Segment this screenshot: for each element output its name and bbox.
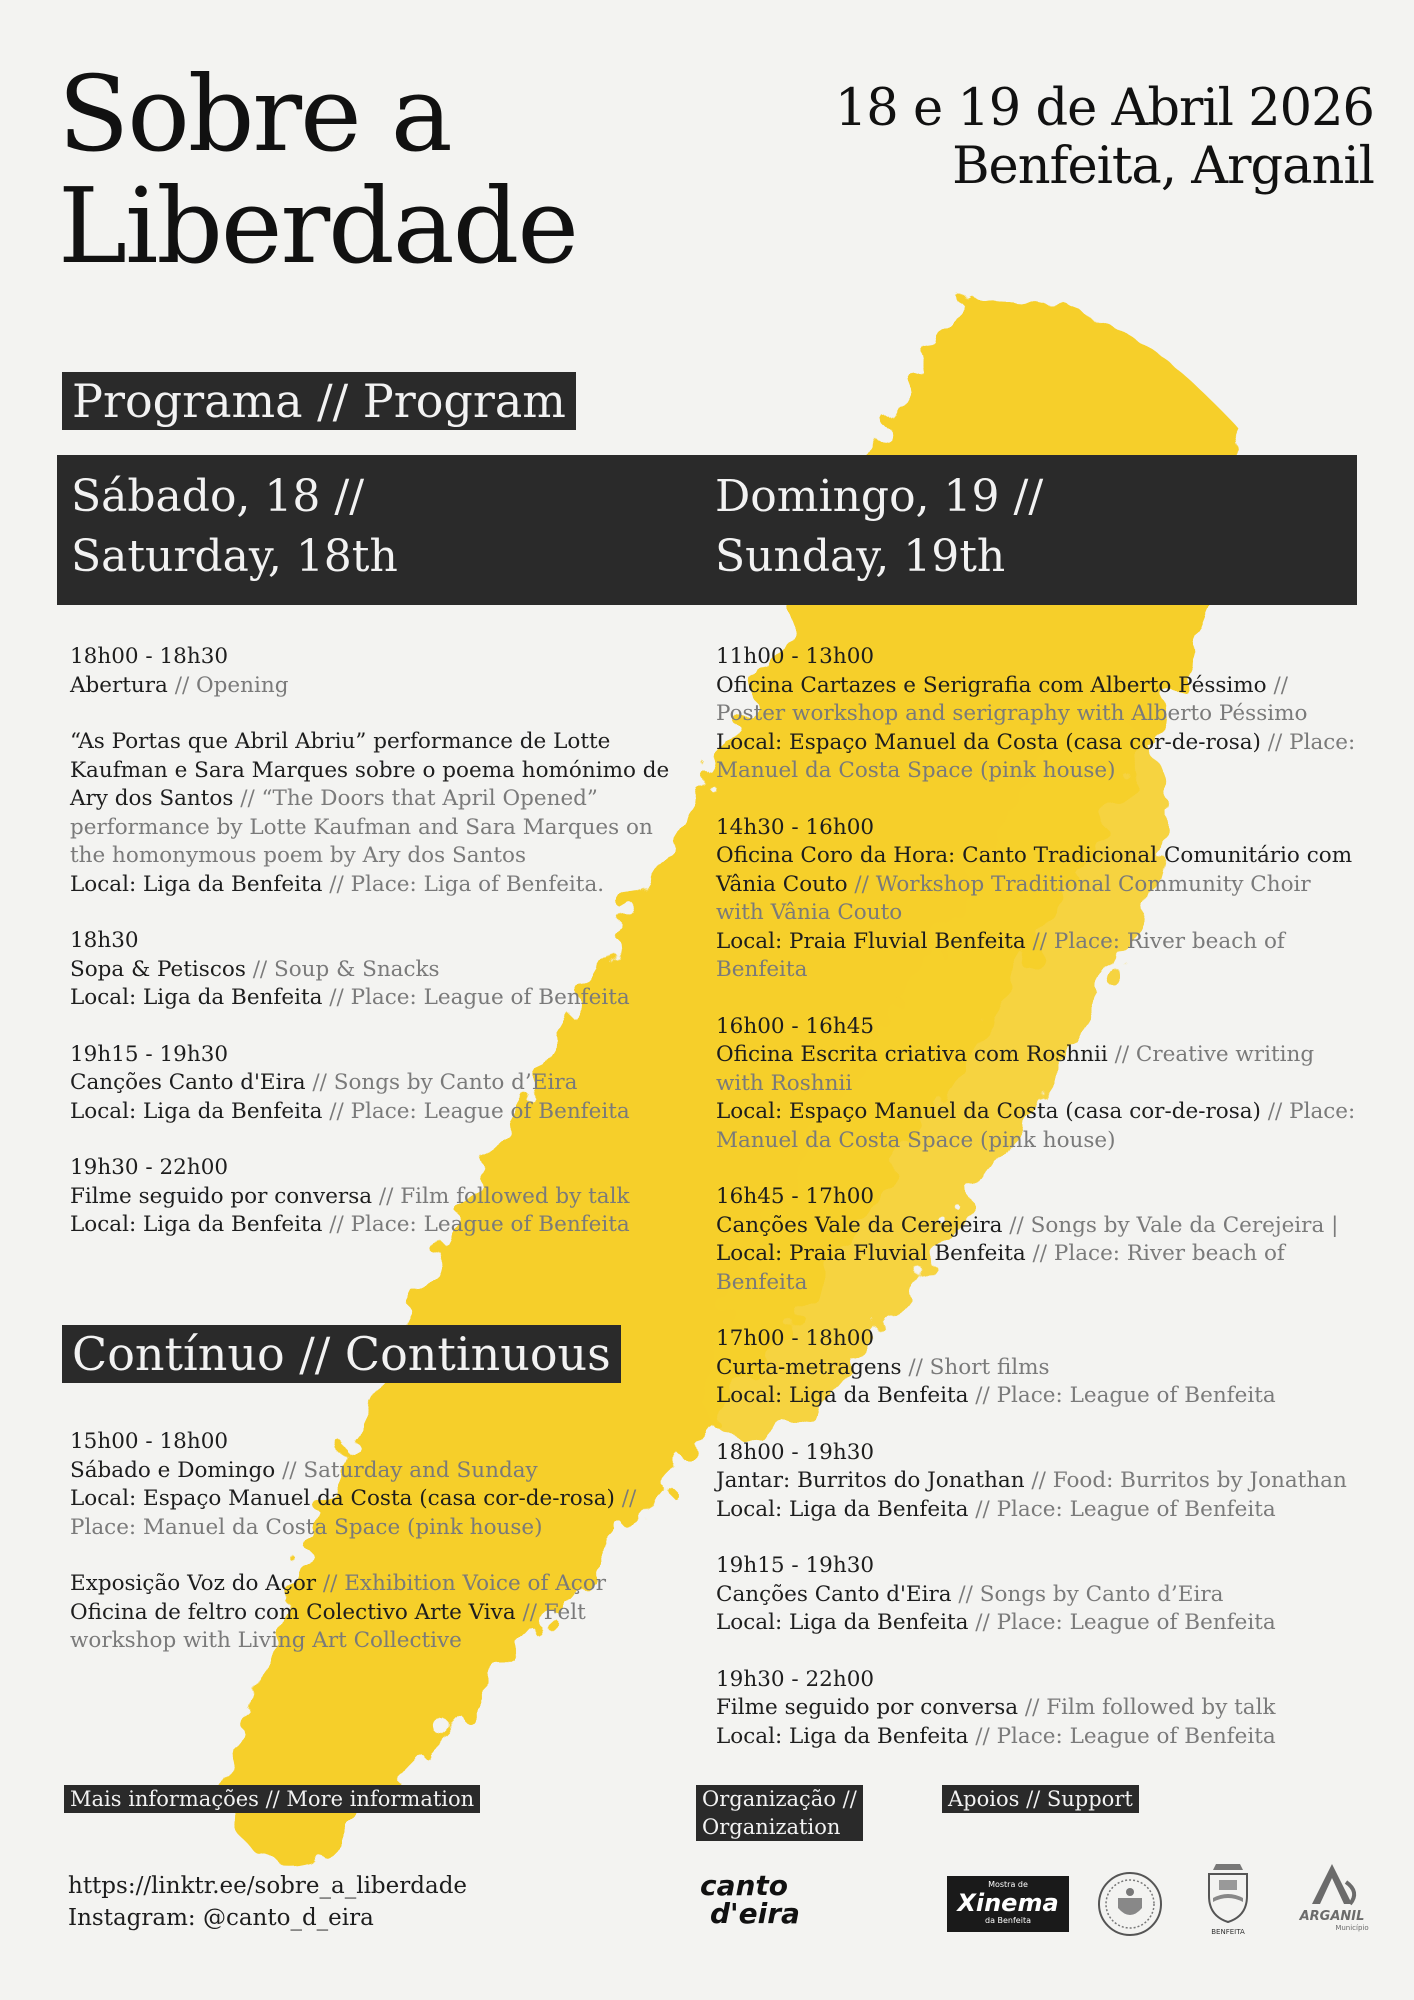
event-text-pt: Local: Liga da Benfeita xyxy=(716,1610,976,1635)
event-text-en: // Place: Liga of Benfeita. xyxy=(329,871,605,897)
continuous-label: Contínuo // Continuous xyxy=(62,1325,621,1383)
event-line xyxy=(716,672,1356,729)
event-text-pt: Canções Vale da Cerejeira xyxy=(716,1212,1010,1238)
event-line xyxy=(70,871,682,900)
event-text-pt: Jantar: Burritos do Jonathan xyxy=(716,1468,1032,1493)
organization-label xyxy=(696,1785,863,1841)
event-time: 15h00 - 18h00 xyxy=(70,1429,229,1454)
day-header-bar xyxy=(57,455,1357,605)
event-text-pt: Local: Praia Fluvial Benfeita xyxy=(716,1241,1033,1266)
xinema-logo-top: Mostra de xyxy=(988,1880,1028,1889)
event-text-en: // Saturday and Sunday xyxy=(282,1457,538,1483)
event-line xyxy=(716,1694,1356,1723)
event-text-en: // Poster workshop and serigraphy with Alberto Péssimo xyxy=(716,672,1308,726)
canto-logo-line1: canto xyxy=(700,1869,789,1902)
schedule-event xyxy=(716,1325,1356,1411)
benfeita-crest-icon xyxy=(1203,1862,1253,1924)
benfeita-logo-text: BENFEITA xyxy=(1211,1928,1245,1936)
event-text-en: // Film followed by talk xyxy=(1024,1695,1276,1720)
poster-title xyxy=(58,53,577,287)
event-line xyxy=(716,1240,1356,1297)
event-time: 19h15 - 19h30 xyxy=(716,1553,875,1578)
schedule-event xyxy=(716,643,1356,786)
event-text-pt: Sábado e Domingo xyxy=(70,1457,283,1483)
event-line xyxy=(70,1485,660,1542)
schedule-event xyxy=(716,1666,1356,1752)
event-text-pt: Filme seguido por conversa xyxy=(70,1183,379,1209)
program-label: Programa // Program xyxy=(62,372,576,430)
event-date: 18 e 19 de Abril 2026 xyxy=(834,79,1374,138)
event-text-en: // Place: League of Benfeita xyxy=(329,985,630,1010)
event-time: 16h00 - 16h45 xyxy=(716,1013,875,1039)
event-line xyxy=(70,1570,660,1599)
event-text-en: // Opening xyxy=(174,672,289,698)
schedule-event xyxy=(70,643,682,700)
event-line xyxy=(716,928,1356,985)
event-text-en: // Place: League of Benfeita xyxy=(975,1723,1276,1749)
event-line xyxy=(716,1581,1356,1610)
event-text-pt: Oficina Coro da Hora: Canto Tradicional Comunitário com Vânia Couto xyxy=(716,843,1353,897)
event-text-en: // Felt workshop with Living Art Collective xyxy=(70,1599,586,1653)
schedule-event xyxy=(70,927,682,1013)
event-time: 19h30 - 22h00 xyxy=(70,1155,229,1180)
event-text-pt: “As Portas que Abril Abriu” performance de Lotte Kaufman e Sara Marques sobre o poema homónimo de Ary dos Santos xyxy=(70,729,670,811)
arganil-logo-sub: Município xyxy=(1335,1924,1369,1932)
event-time: 16h45 - 17h00 xyxy=(716,1184,875,1209)
event-time: 17h00 - 18h00 xyxy=(716,1326,875,1351)
event-text-en: // Place: Manuel da Costa Space (pink house) xyxy=(716,729,1356,783)
xinema-logo-bottom: da Benfeita xyxy=(984,1916,1031,1925)
more-info-links xyxy=(68,1870,467,1934)
event-text-pt: Sopa & Petiscos xyxy=(70,956,253,982)
sunday-header-en: Sunday, 19th xyxy=(715,531,1006,582)
schedule-event xyxy=(70,1154,682,1240)
event-line xyxy=(70,1098,682,1127)
event-text-en: // Place: League of Benfeita xyxy=(329,1098,630,1124)
event-text-en: // Food: Burritos by Jonathan xyxy=(1031,1468,1347,1493)
event-time: 19h15 - 19h30 xyxy=(70,1041,229,1067)
sunday-header-pt: Domingo, 19 // xyxy=(715,471,1044,522)
event-text-pt: Local: Espaço Manuel da Costa (casa cor-de-rosa) xyxy=(716,1099,1268,1124)
event-text-en: // Place: League of Benfeita xyxy=(329,1212,630,1237)
xinema-logo-name: Xinema xyxy=(957,1889,1059,1917)
seal-emblem-icon xyxy=(1096,1870,1164,1938)
saturday-header xyxy=(71,467,398,587)
event-line xyxy=(716,1382,1356,1411)
schedule-event xyxy=(70,1570,660,1656)
event-text-en: // Short films xyxy=(908,1354,1050,1380)
organization-label-en: Organization xyxy=(702,1815,841,1839)
event-time: 14h30 - 16h00 xyxy=(716,814,875,840)
instagram-handle[interactable]: Instagram: @canto_d_eira xyxy=(68,1905,374,1931)
event-text-en: // Place: League of Benfeita xyxy=(975,1383,1276,1408)
event-text-en: // Film followed by talk xyxy=(378,1183,630,1209)
event-line xyxy=(716,1496,1356,1525)
event-line xyxy=(70,956,682,985)
organization-label-pt: Organização // xyxy=(702,1787,857,1811)
event-line xyxy=(70,672,682,701)
event-line xyxy=(70,1599,660,1656)
event-text-pt: Local: Espaço Manuel da Costa (casa cor-de-rosa) xyxy=(70,1486,622,1511)
event-time: 11h00 - 13h00 xyxy=(716,644,875,669)
event-text-en: // Place: League of Benfeita xyxy=(975,1496,1276,1522)
event-time: 18h00 - 18h30 xyxy=(70,644,229,669)
event-text-pt: Canções Canto d'Eira xyxy=(70,1070,313,1095)
event-text-en: // Creative writing with Roshnii xyxy=(716,1042,1315,1096)
event-time: 18h30 xyxy=(70,928,139,953)
more-info-label: Mais informações // More information xyxy=(64,1785,480,1813)
schedule-event xyxy=(716,1552,1356,1638)
event-text-pt: Local: Praia Fluvial Benfeita xyxy=(716,928,1033,954)
event-line xyxy=(716,1041,1356,1098)
schedule-event xyxy=(716,814,1356,985)
event-line xyxy=(70,1183,682,1212)
arganil-logo xyxy=(1286,1862,1378,1932)
event-text-pt: Local: Liga da Benfeita xyxy=(70,1098,330,1124)
event-text-pt: Canções Canto d'Eira xyxy=(716,1581,959,1607)
event-text-en: // Soup & Snacks xyxy=(252,956,440,982)
event-line xyxy=(70,1211,682,1240)
benfeita-crest-logo xyxy=(1196,1862,1260,1936)
sunday-schedule xyxy=(716,643,1356,1779)
schedule-event xyxy=(70,1041,682,1127)
event-line xyxy=(716,1467,1356,1496)
title-line-2: Liberdade xyxy=(58,165,577,287)
event-line xyxy=(716,1098,1356,1155)
event-text-en: // Place: River beach of Benfeita xyxy=(716,928,1285,982)
event-text-en: // Songs by Vale da Cerejeira | xyxy=(1009,1212,1339,1238)
event-text-en: // Place: League of Benfeita xyxy=(975,1610,1276,1635)
event-line xyxy=(716,1723,1356,1752)
support-label: Apoios // Support xyxy=(942,1785,1139,1813)
event-text-en: // Exhibition Voice of Açor xyxy=(322,1571,607,1596)
event-text-pt: Oficina Escrita criativa com Roshnii xyxy=(716,1042,1115,1067)
event-text-pt: Local: Liga da Benfeita xyxy=(70,871,330,897)
event-line xyxy=(716,842,1356,928)
event-text-pt: Exposição Voz do Açor xyxy=(70,1571,323,1596)
canto-deira-logo xyxy=(700,1869,800,1930)
event-line xyxy=(70,728,682,871)
linktree-link[interactable]: https://linktr.ee/sobre_a_liberdade xyxy=(68,1873,468,1899)
event-line xyxy=(716,729,1356,786)
title-line-1: Sobre a xyxy=(58,53,451,175)
continuous-schedule xyxy=(70,1428,660,1684)
event-text-pt: Local: Liga da Benfeita xyxy=(716,1383,976,1408)
saturday-header-en: Saturday, 18th xyxy=(71,531,398,582)
event-text-pt: Local: Espaço Manuel da Costa (casa cor-de-rosa) xyxy=(716,729,1268,755)
event-text-pt: Local: Liga da Benfeita xyxy=(716,1723,976,1749)
event-text-pt: Local: Liga da Benfeita xyxy=(716,1496,976,1522)
event-text-pt: Curta-metragens xyxy=(716,1354,909,1380)
schedule-event xyxy=(716,1439,1356,1525)
event-line xyxy=(70,1069,682,1098)
event-text-pt: Oficina de feltro com Colectivo Arte Viva xyxy=(70,1599,523,1625)
arganil-logo-text: ARGANIL xyxy=(1299,1909,1365,1924)
event-line xyxy=(716,1354,1356,1383)
sunday-header xyxy=(715,467,1043,587)
event-text-pt: Abertura xyxy=(70,672,175,698)
event-text-pt: Filme seguido por conversa xyxy=(716,1695,1025,1720)
event-text-en: // Place: River beach of Benfeita xyxy=(716,1241,1285,1295)
date-location xyxy=(835,80,1374,196)
event-time: 19h30 - 22h00 xyxy=(716,1666,875,1692)
event-text-pt: Oficina Cartazes e Serigrafia com Alberto Péssimo xyxy=(716,672,1274,698)
saturday-header-pt: Sábado, 18 // xyxy=(71,471,365,522)
saturday-schedule xyxy=(70,643,682,1268)
event-text-en: // Songs by Canto d’Eira xyxy=(958,1581,1224,1607)
canto-logo-line2: d'eira xyxy=(710,1897,800,1930)
event-text-en: // “The Doors that April Opened” performance by Lotte Kaufman and Sara Marques on the homonymous poem by Ary dos Santos xyxy=(70,786,653,868)
schedule-event xyxy=(70,728,682,899)
xinema-logo xyxy=(947,1876,1069,1932)
event-text-pt: Local: Liga da Benfeita xyxy=(70,985,330,1010)
event-line xyxy=(70,984,682,1013)
event-time: 18h00 - 19h30 xyxy=(716,1439,875,1465)
event-line xyxy=(716,1609,1356,1638)
event-text-pt: Local: Liga da Benfeita xyxy=(70,1212,330,1237)
event-line xyxy=(70,1457,660,1486)
arganil-a-icon xyxy=(1304,1862,1360,1906)
event-place: Benfeita, Arganil xyxy=(952,137,1374,196)
schedule-event xyxy=(70,1428,660,1542)
event-text-en: // Workshop Traditional Community Choir with Vânia Couto xyxy=(716,871,1311,925)
event-text-en: // Place: Manuel da Costa Space (pink house) xyxy=(716,1099,1356,1153)
schedule-event xyxy=(716,1183,1356,1297)
event-text-en: // Place: Manuel da Costa Space (pink house) xyxy=(70,1486,637,1540)
event-line xyxy=(716,1212,1356,1241)
schedule-event xyxy=(716,1013,1356,1156)
event-text-en: // Songs by Canto d’Eira xyxy=(312,1070,578,1095)
